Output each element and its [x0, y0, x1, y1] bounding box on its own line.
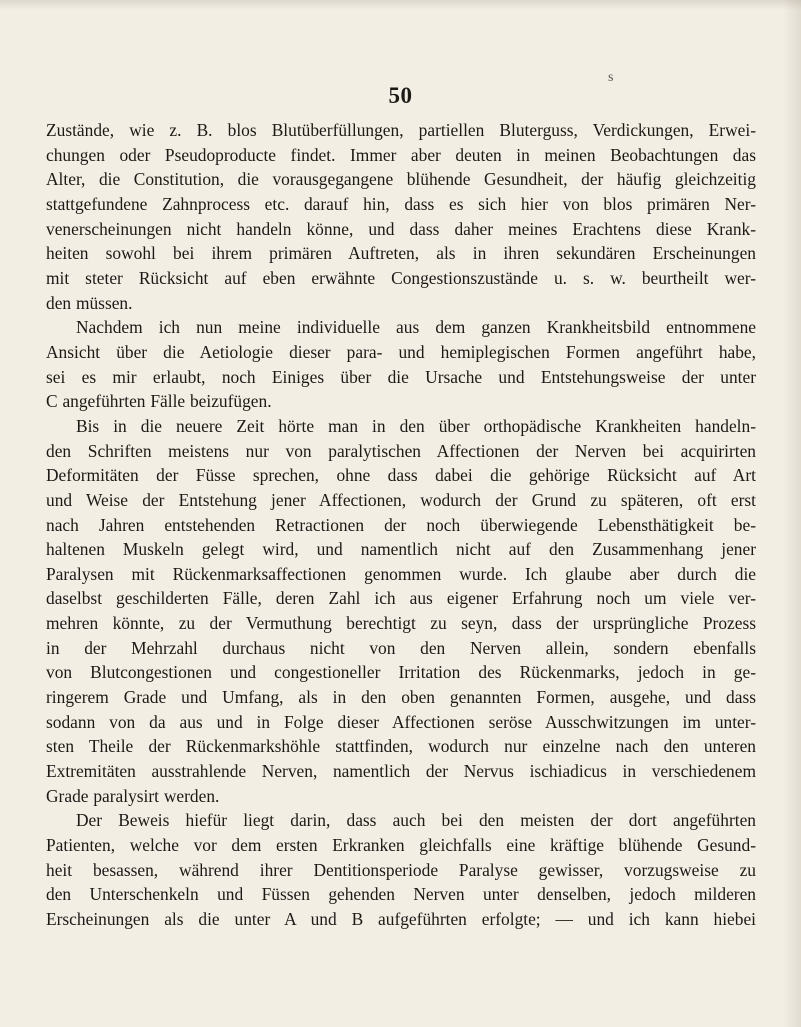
text-line: von Blutcongestionen und congestioneller Irritation des Rückenmarks, jedoch in ge- [46, 662, 756, 683]
text-line: Ansicht über die Aetiologie dieser para- und hemiplegischen Formen angeführt habe, [46, 341, 756, 362]
page-edge-shadow [783, 0, 801, 1027]
text-line: Extremitäten ausstrahlende Nerven, namentlich der Nervus ischiadicus in verschiedenem [46, 761, 756, 782]
text-line: nach Jahren entstehenden Retractionen der noch überwiegende Lebensthätigkeit be- [46, 514, 756, 535]
paragraph-4 [46, 808, 756, 931]
text-line: sodann von da aus und in Folge dieser Affectionen seröse Ausschwitzungen im unter- [46, 711, 756, 732]
text-line: den Schriften meistens nur von paralytischen Affectionen der Nerven bei acquirirten [46, 440, 756, 461]
paragraph-2 [46, 315, 756, 414]
text-line: Grade paralysirt werden. [46, 785, 220, 806]
text-line: haltenen Muskeln gelegt wird, und namentlich nicht auf den Zusammenhang jener [46, 539, 756, 560]
text-line: C angeführten Fälle beizufügen. [46, 391, 272, 412]
text-line: ringerem Grade und Umfang, als in den oben genannten Formen, ausgehe, und dass [46, 687, 756, 708]
text-line: stattgefundene Zahnprocess etc. darauf hin, dass es sich hier von blos primären Ner- [46, 193, 756, 214]
text-line: den müssen. [46, 292, 133, 313]
text-line: daselbst geschilderten Fälle, deren Zahl ich aus eigener Erfahrung noch um viele ver- [46, 588, 756, 609]
text-line: in der Mehrzahl durchaus nicht von den Nerven allein, sondern ebenfalls [46, 637, 756, 658]
page-top-shadow [0, 0, 801, 10]
paragraph-1 [46, 118, 756, 315]
text-line: Deformitäten der Füsse sprechen, ohne dass dabei die gehörige Rücksicht auf Art [46, 465, 756, 486]
text-line: mit steter Rücksicht auf eben erwähnte Congestionszustände u. s. w. beurtheilt wer- [46, 267, 756, 288]
text-line: Paralysen mit Rückenmarksaffectionen genommen wurde. Ich glaube aber durch die [46, 563, 756, 584]
page-number: 50 [388, 83, 413, 108]
text-line: Der Beweis hiefür liegt darin, dass auch bei den meisten der dort angeführten [76, 810, 756, 831]
text-line: venerscheinungen nicht handeln könne, und dass daher meines Erachtens diese Krank- [46, 218, 756, 239]
text-line: chungen oder Pseudoproducte findet. Immer aber deuten in meinen Beobachtungen das [46, 144, 756, 165]
text-line: und Weise der Entstehung jener Affectionen, wodurch der Grund zu späteren, oft erst [46, 489, 756, 510]
text-line: sten Theile der Rückenmarkshöhle stattfinden, wodurch nur einzelne nach den unteren [46, 736, 756, 757]
text-line: den Unterschenkeln und Füssen gehenden Nerven unter denselben, jedoch milderen [46, 884, 756, 905]
corner-mark: s [608, 70, 614, 85]
text-line: Bis in die neuere Zeit hörte man in den über orthopädische Krankheiten handeln- [76, 415, 756, 436]
text-line: heit besassen, während ihrer Dentitionsperiode Paralyse gewisser, vorzugsweise zu [46, 859, 756, 880]
text-line: sei es mir erlaubt, noch Einiges über die Ursache und Entstehungsweise der unter [46, 366, 756, 387]
text-line: Nachdem ich nun meine individuelle aus dem ganzen Krankheitsbild entnommene [76, 317, 756, 338]
text-line: Erscheinungen als die unter A und B aufgeführten erfolgte; — und ich kann hiebei [46, 909, 756, 929]
text-line: heiten sowohl bei ihrem primären Auftreten, als in ihren sekundären Erscheinungen [46, 243, 756, 264]
text-line: Patienten, welche vor dem ersten Erkranken gleichfalls eine kräftige blühende Gesund- [46, 835, 756, 856]
paragraph-3 [46, 414, 756, 809]
text-line: Zustände, wie z. B. blos Blutüberfüllungen, partiellen Bluterguss, Verdickungen, Erwei- [46, 120, 756, 140]
text-line: Alter, die Constitution, die vorausgegangene blühende Gesundheit, der häufig gleichzeitig [46, 169, 756, 190]
text-line: mehren könnte, zu der Vermuthung berechtigt zu seyn, dass der ursprüngliche Prozess [46, 613, 756, 634]
body-text [46, 118, 756, 932]
